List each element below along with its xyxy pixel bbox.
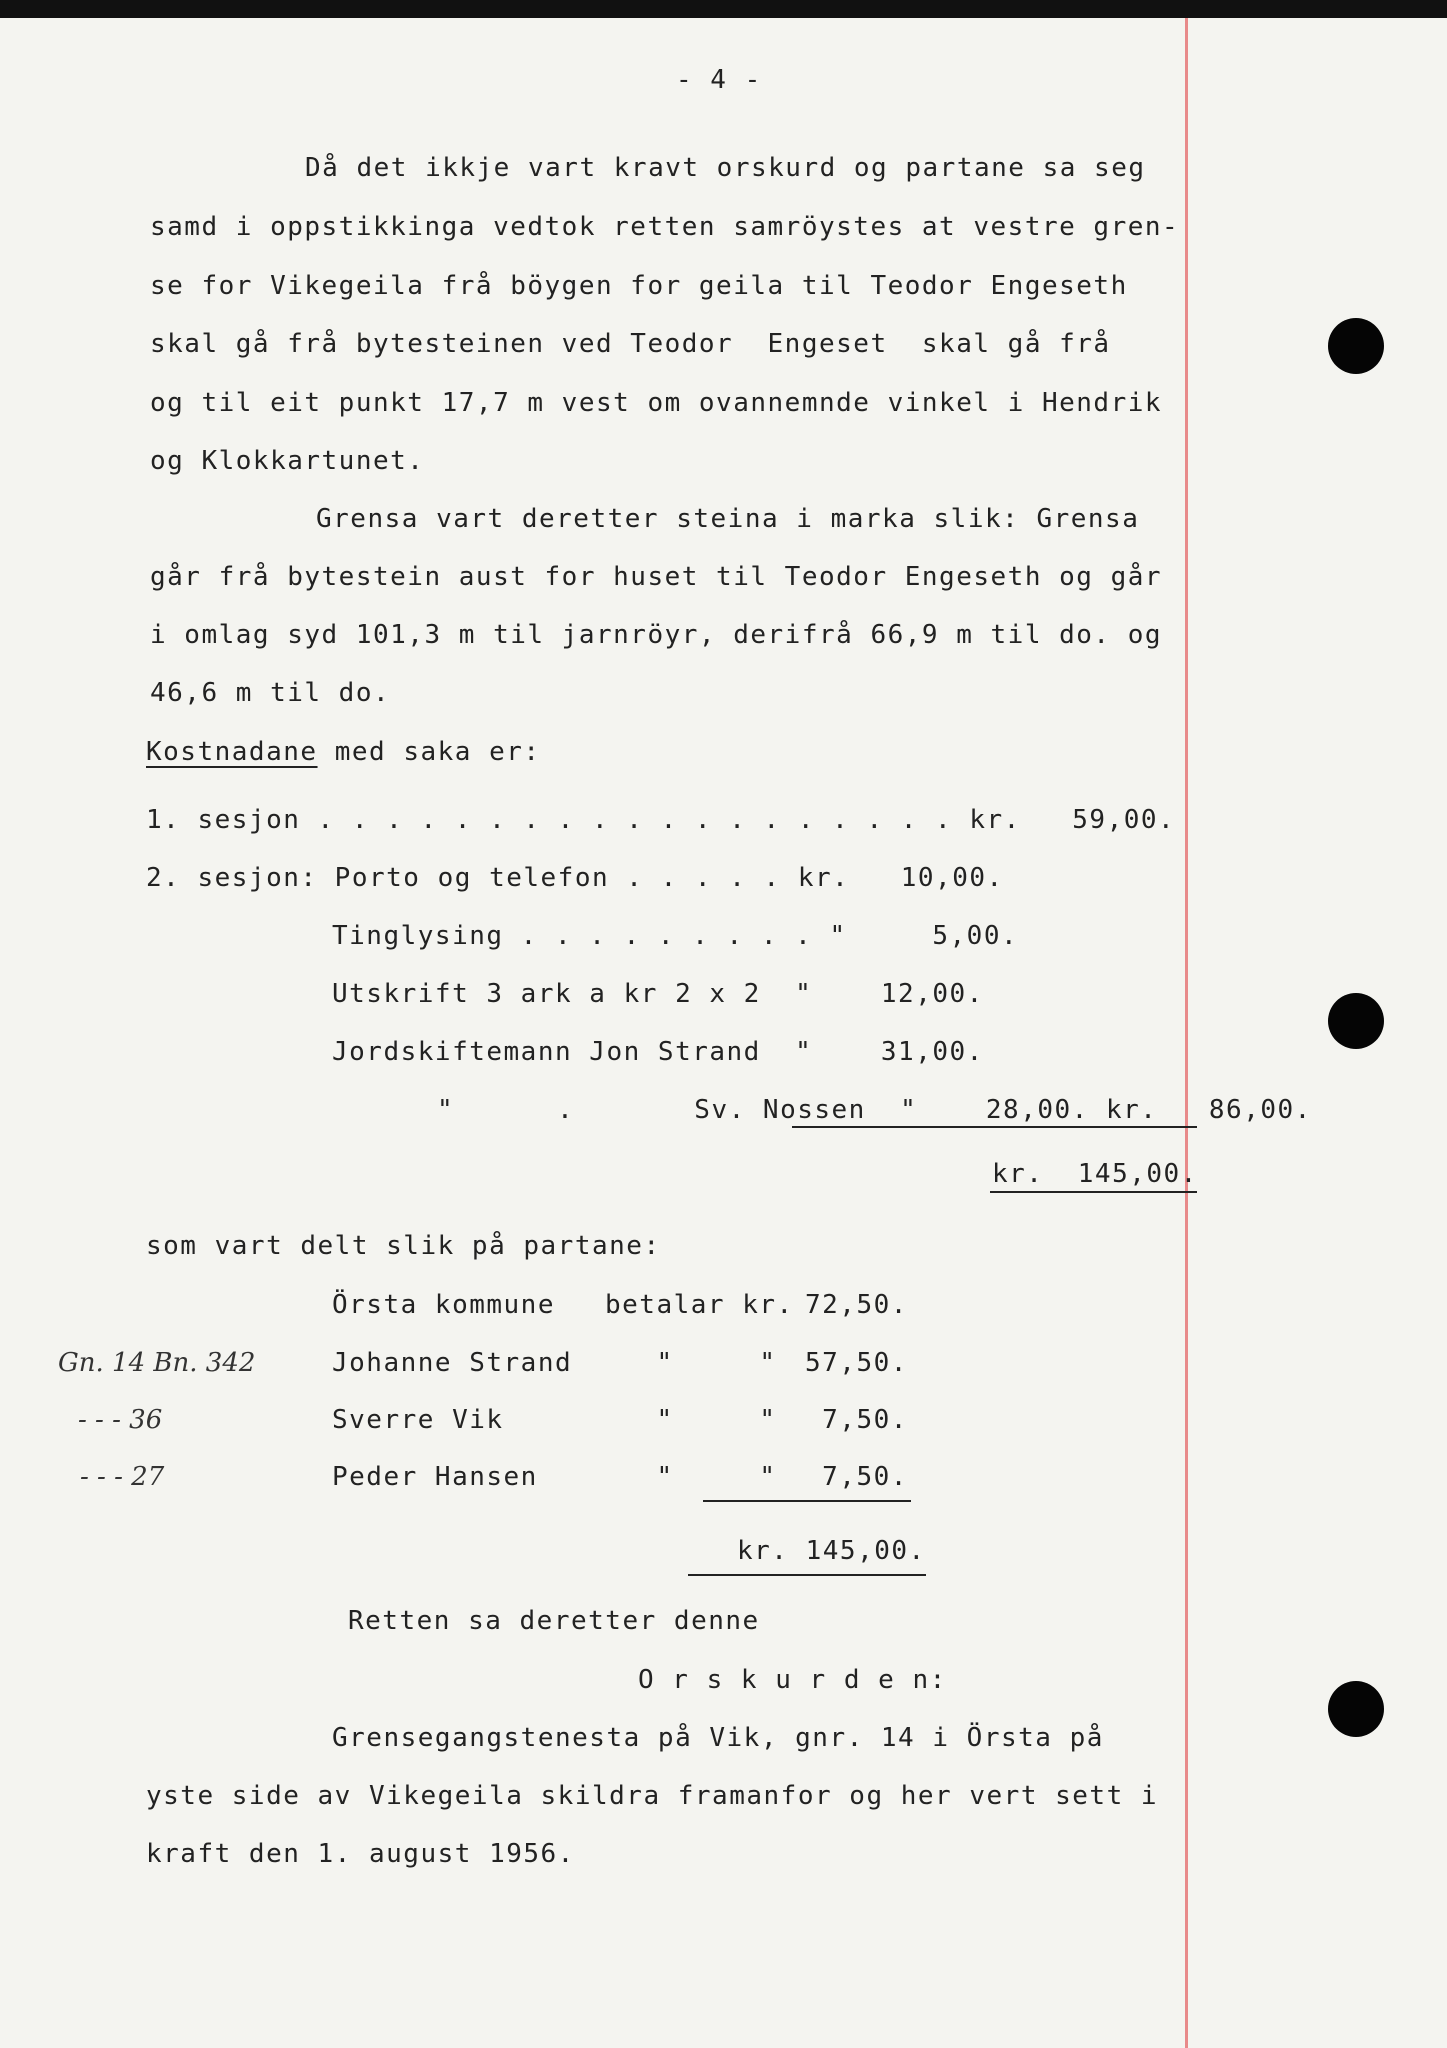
distribution-intro: som vart delt slik på partane: — [146, 1231, 661, 1261]
paragraph2-line: går frå bytestein aust for huset til Teodor Engeseth og går — [150, 562, 1163, 592]
ruling-line: yste side av Vikegeila skildra framanfor og her vert sett i — [146, 1781, 1159, 1811]
costs-heading-underlined: Kostnadane — [146, 737, 318, 767]
party-name: Sverre Vik — [332, 1405, 573, 1435]
total-rule — [990, 1191, 1197, 1193]
party-amount: 57,50. — [805, 1348, 908, 1378]
handwritten-note: - - - 36 — [78, 1405, 163, 1435]
distribution-rule — [703, 1500, 911, 1502]
party-label: betalar kr. — [605, 1290, 794, 1320]
handwritten-note: - - - 27 — [80, 1462, 165, 1492]
punch-hole-top — [1328, 318, 1384, 374]
costs-heading — [146, 736, 541, 768]
scan-top-border — [0, 0, 1447, 18]
party-name: Johanne Strand — [332, 1348, 573, 1378]
paragraph2-line: 46,6 m til do. — [150, 678, 391, 708]
costs-total: kr. 145,00. — [992, 1159, 1198, 1189]
party-label: " " — [605, 1405, 777, 1435]
paragraph2-line: Grensa vart deretter steina i marka slik: Grensa — [316, 504, 1140, 534]
paragraph1-line: og til eit punkt 17,7 m vest om ovannemnde vinkel i Hendrik — [150, 388, 1163, 418]
paragraph1-line: Då det ikkje vart kravt orskurd og partane sa seg — [305, 153, 1146, 183]
distribution-total-rule — [688, 1574, 926, 1576]
paragraph1-line: se for Vikegeila frå böygen for geila til Teodor Engeseth — [150, 271, 1128, 301]
subtotal-rule — [792, 1126, 1197, 1128]
party-name: Örsta kommune — [332, 1290, 573, 1320]
punch-hole-middle — [1328, 993, 1384, 1049]
ruling-line: Grensegangstenesta på Vik, gnr. 14 i Örsta på — [332, 1723, 1104, 1753]
paragraph1-line: og Klokkartunet. — [150, 446, 425, 476]
cost-line-item: Tinglysing . . . . . . . . . " 5,00. — [332, 921, 1019, 951]
party-amount: 72,50. — [805, 1290, 908, 1320]
ruling-heading: O r s k u r d e n: — [638, 1665, 947, 1695]
costs-heading-rest: med saka er: — [317, 737, 541, 767]
party-amount: 7,50. — [805, 1405, 908, 1435]
cost-line-item: Utskrift 3 ark a kr 2 x 2 " 12,00. — [332, 979, 984, 1009]
paragraph1-line: samd i oppstikkinga vedtok retten samröystes at vestre gren- — [150, 212, 1180, 242]
paragraph1-line: skal gå frå bytesteinen ved Teodor Engeset skal gå frå — [150, 329, 1111, 359]
party-label: " " — [605, 1348, 777, 1378]
party-name: Peder Hansen — [332, 1462, 573, 1492]
cost-line-item: Jordskiftemann Jon Strand " 31,00. — [332, 1037, 984, 1067]
handwritten-note: Gn. 14 Bn. 342 — [58, 1348, 256, 1378]
ruling-line: kraft den 1. august 1956. — [146, 1839, 575, 1869]
red-margin-line — [1185, 18, 1188, 2048]
cost-line-session2: 2. sesjon: Porto og telefon . . . . . kr. 10,00. — [146, 863, 1004, 893]
party-amount: 7,50. — [805, 1462, 908, 1492]
paragraph2-line: i omlag syd 101,3 m til jarnröyr, derifrå 66,9 m til do. og — [150, 620, 1163, 650]
distribution-total: kr. 145,00. — [737, 1536, 926, 1566]
punch-hole-bottom — [1328, 1681, 1384, 1737]
ruling-intro: Retten sa deretter denne — [348, 1606, 760, 1636]
cost-line-session1: 1. sesjon . . . . . . . . . . . . . . . . . . . kr. 59,00. — [146, 805, 1176, 835]
cost-line-item: " . Sv. Nossen " 28,00. kr. 86,00. — [437, 1095, 1312, 1125]
party-label: " " — [605, 1462, 777, 1492]
page-number: - 4 - — [676, 65, 762, 95]
